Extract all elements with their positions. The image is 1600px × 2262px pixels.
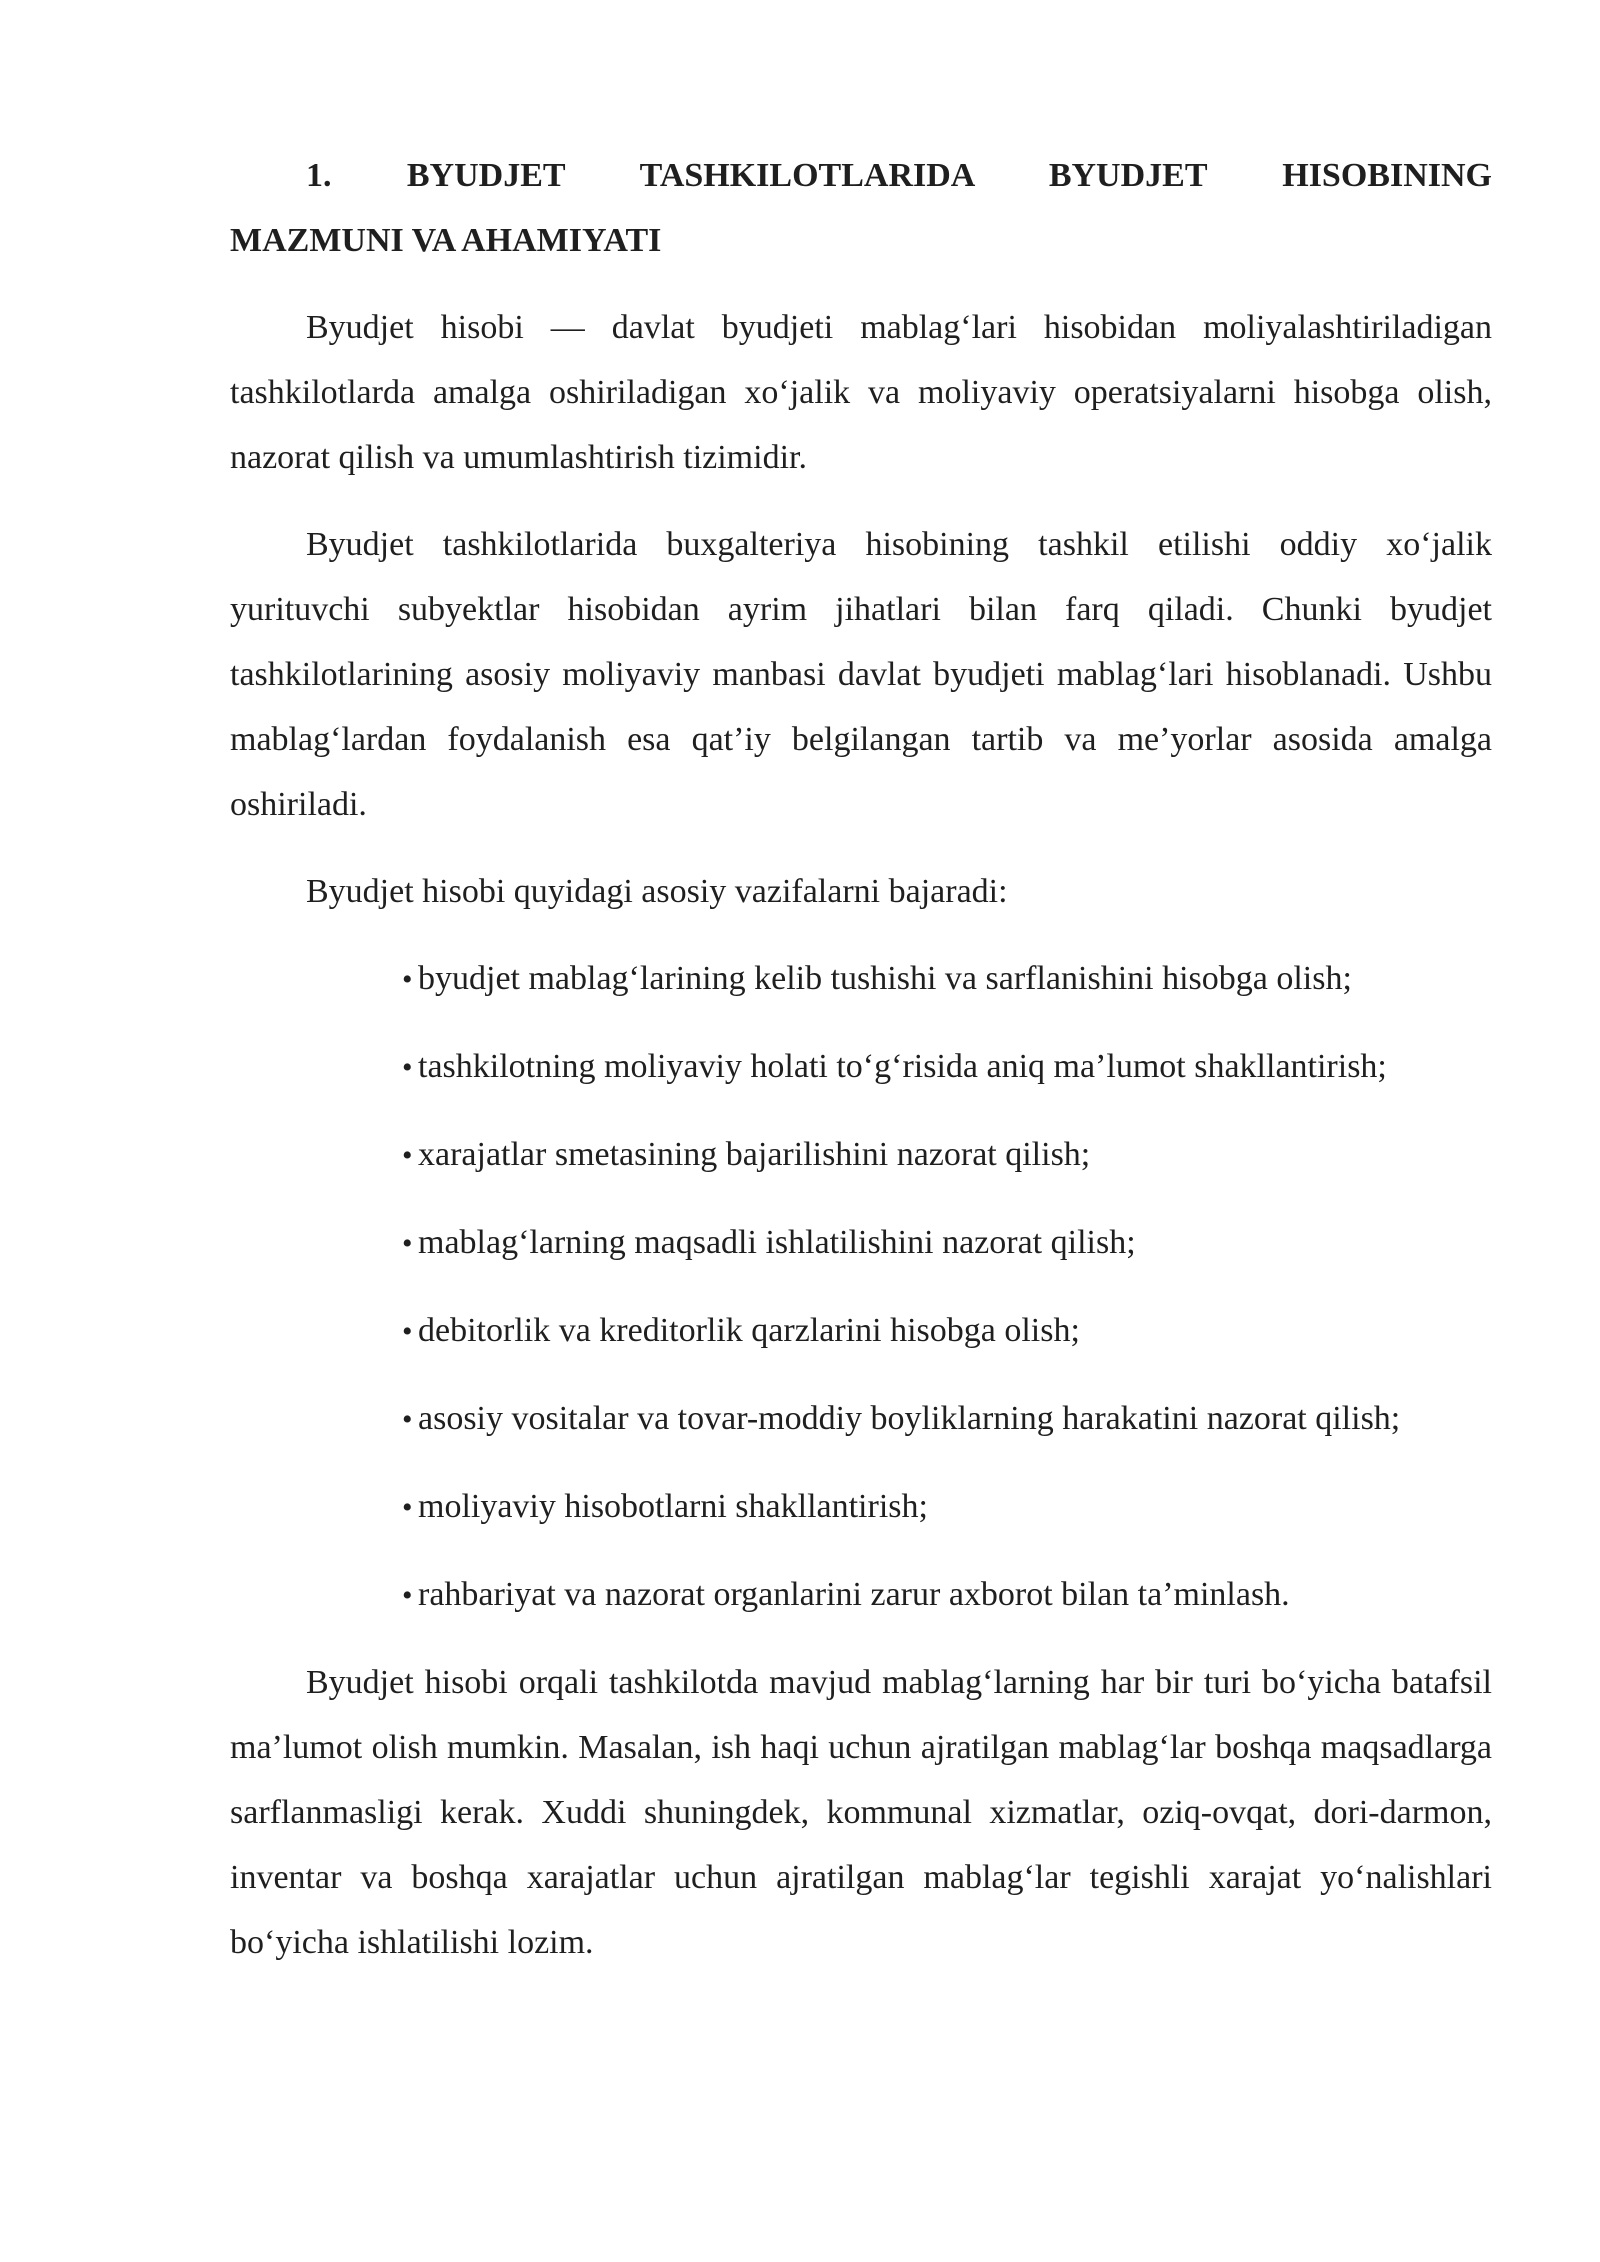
list-item bbox=[230, 1562, 1492, 1628]
list-item-text: asosiy vositalar va tovar-moddiy boyliklarning harakatini nazorat qilish; bbox=[418, 1400, 1401, 1437]
list-item-text: byudjet mablag‘larining kelib tushishi va sarflanishini hisobga olish; bbox=[418, 960, 1352, 997]
list-item bbox=[230, 1474, 1492, 1540]
bullet-icon: • bbox=[402, 1315, 413, 1348]
list-item-text: mablag‘larning maqsadli ishlatilishini nazorat qilish; bbox=[418, 1224, 1136, 1261]
list-item bbox=[230, 946, 1492, 1012]
list-item-text: tashkilotning moliyaviy holati to‘g‘risida aniq ma’lumot shakllantirish; bbox=[418, 1048, 1387, 1085]
list-item-text: debitorlik va kreditorlik qarzlarini hisobga olish; bbox=[418, 1312, 1080, 1349]
paragraph-definition: Byudjet hisobi — davlat byudjeti mablag‘lari hisobidan moliyalashtiriladigan tashkilotlarda amalga oshiriladigan xo‘jalik va moliyaviy operatsiyalarni hisobga olish, nazorat qilish va umumlashtirish tizimidir. bbox=[230, 309, 1492, 476]
list-item-text: rahbariyat va nazorat organlarini zarur axborot bilan ta’minlash. bbox=[418, 1576, 1290, 1613]
bullet-icon: • bbox=[402, 1491, 413, 1524]
document-content bbox=[230, 143, 1492, 1975]
bullet-icon: • bbox=[402, 1139, 413, 1172]
bullet-icon: • bbox=[402, 1051, 413, 1084]
heading-line-2: MAZMUNI VA AHAMIYATI bbox=[230, 222, 662, 259]
list-item bbox=[230, 1210, 1492, 1276]
paragraph-organization: Byudjet tashkilotlarida buxgalteriya hisobining tashkil etilishi oddiy xo‘jalik yurituvchi subyektlar hisobidan ayrim jihatlari bilan farq qiladi. Chunki byudjet tashkilotlarining asosiy moliyaviy manbasi davlat byudjeti mablag‘lari hisoblanadi. Ushbu mablag‘lardan foydalanish esa qat’iy belgilangan tartib va me’yorlar asosida amalga oshiriladi. bbox=[230, 526, 1492, 823]
bullet-icon: • bbox=[402, 1579, 413, 1612]
paragraph-closing: Byudjet hisobi orqali tashkilotda mavjud mablag‘larning har bir turi bo‘yicha batafsil ma’lumot olish mumkin. Masalan, ish haqi uchun ajratilgan mablag‘lar boshqa maqsadlarga sarflanmasligi kerak. Xuddi shuningdek, kommunal xizmatlar, oziq-ovqat, dori-darmon, inventar va boshqa xarajatlar uchun ajratilgan mablag‘lar tegishli xarajat yo‘nalishlari bo‘yicha ishlatilishi lozim. bbox=[230, 1664, 1492, 1961]
section-heading bbox=[230, 143, 1492, 273]
list-item bbox=[230, 1386, 1492, 1452]
bullet-icon: • bbox=[402, 1227, 413, 1260]
list-item bbox=[230, 1034, 1492, 1100]
list-item bbox=[230, 1122, 1492, 1188]
list-item bbox=[230, 1298, 1492, 1364]
bullet-icon: • bbox=[402, 1403, 413, 1436]
bullet-icon: • bbox=[402, 963, 413, 996]
list-item-text: moliyaviy hisobotlarni shakllantirish; bbox=[418, 1488, 928, 1525]
list-item-text: xarajatlar smetasining bajarilishini nazorat qilish; bbox=[418, 1136, 1091, 1173]
heading-line-1: 1. BYUDJET TASHKILOTLARIDA BYUDJET HISOBINING bbox=[306, 157, 1492, 194]
paragraph-tasks-intro: Byudjet hisobi quyidagi asosiy vazifalarni bajaradi: bbox=[306, 873, 1008, 910]
tasks-list bbox=[230, 946, 1492, 1628]
